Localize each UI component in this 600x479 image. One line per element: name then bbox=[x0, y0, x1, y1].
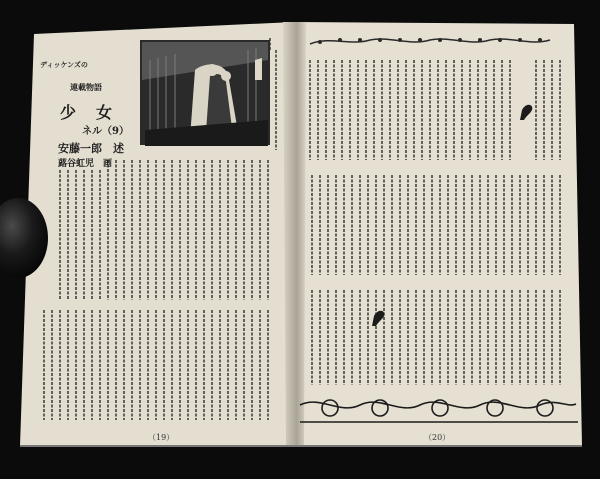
series-label: ディッケンズの bbox=[40, 60, 88, 69]
right-page bbox=[294, 22, 582, 446]
left-page-number: （19） bbox=[148, 433, 175, 442]
book-gutter bbox=[283, 22, 306, 446]
story-title: 少 女 bbox=[60, 103, 115, 122]
story-illustration bbox=[140, 40, 270, 146]
story-subtitle: ネル（9） bbox=[82, 126, 129, 137]
category-label: 連載物語 bbox=[70, 82, 102, 92]
illustrator-credit: 蕗谷虹児 画 bbox=[58, 159, 113, 169]
right-page-number: （20） bbox=[424, 433, 451, 442]
author-credit: 安藤一郎 述 bbox=[58, 142, 124, 155]
